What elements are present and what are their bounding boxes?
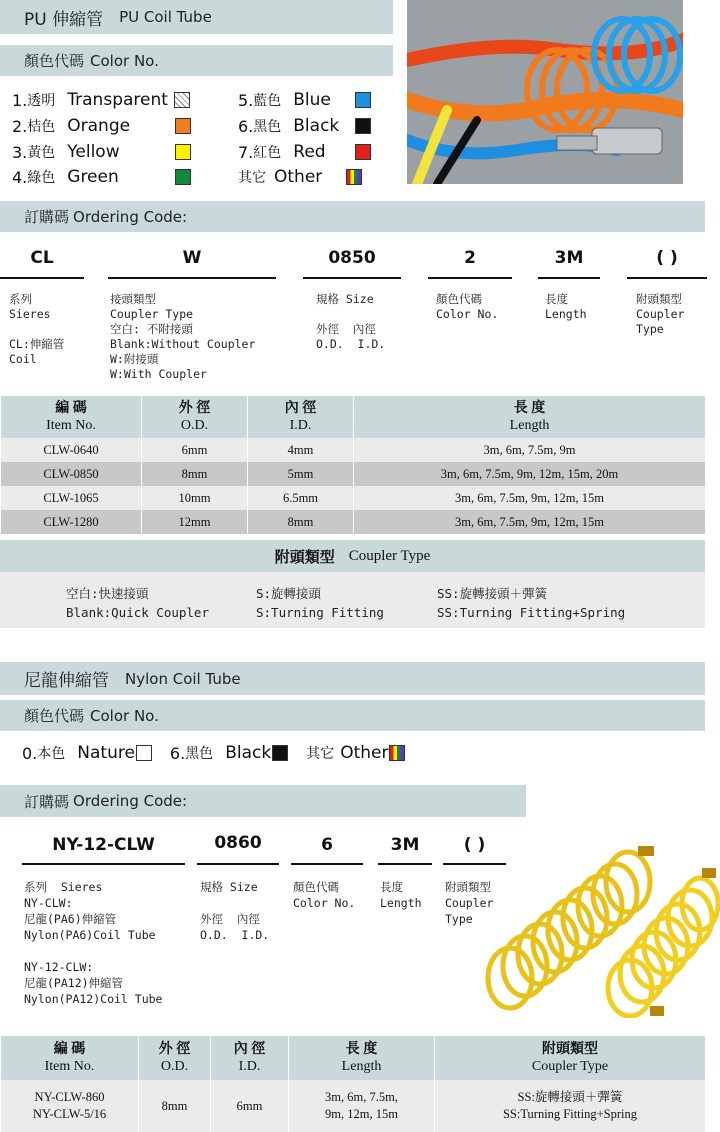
ny-desc-series: 系列 Sieres NY-CLW: 尼龍(PA6)伸縮管 Nylon(PA6)Coil Tube NY-12-CLW: 尼龍(PA12)伸縮管 Nylon(PA12)Coil Tube	[24, 880, 163, 1006]
nature-swatch	[136, 745, 152, 761]
ny-code-color: 6	[321, 835, 333, 855]
pu-coupler-turning: S:旋轉接頭 S:Turning Fitting	[256, 586, 384, 620]
pu-color-bar-en: Color No.	[90, 51, 159, 70]
pu-desc-coupler: 接頭類型 Coupler Type 空白: 不附接頭 Blank:Without Coupler W:附接頭 W:With Coupler	[110, 292, 256, 381]
table-row: NY-CLW-860 NY-CLW-5/16 8mm 6mm 3m, 6m, 7.5m, 9m, 12m, 15m SS:旋轉接頭＋彈簧 SS:Turning Fitting+Spring	[1, 1080, 706, 1132]
ny-desc-type: 附頭類型 Coupler Type	[445, 880, 494, 926]
pu-code-series: CL	[30, 248, 54, 268]
pu-color-bar-zh: 顏色代碼	[24, 52, 85, 70]
pu-coil-photo	[407, 0, 683, 184]
pu-code-type: ( )	[656, 248, 678, 268]
pu-th-item: 編 碼 Item No.	[1, 396, 142, 438]
ny-th-item: 編 碼 Item No.	[1, 1036, 139, 1080]
table-row: CLW-1280 12mm 8mm 3m, 6m, 7.5m, 9m, 12m, 15m	[1, 510, 706, 534]
black-swatch	[272, 745, 288, 761]
pu-title-bar	[0, 0, 393, 34]
transparent-swatch	[174, 92, 190, 108]
pu-color-6: 6. 黑色 Black	[238, 116, 371, 136]
pu-code-line-2	[108, 277, 276, 279]
pu-spec-table	[0, 396, 705, 534]
pu-desc-color: 顏色代碼 Color No.	[436, 292, 499, 321]
pu-th-od: 外 徑 O.D.	[142, 396, 248, 438]
pu-coupler-spring: SS:旋轉接頭＋彈簧 SS:Turning Fitting+Spring	[437, 586, 626, 620]
yellow-swatch	[175, 144, 191, 160]
table-row: CLW-1065 10mm 6.5mm 3m, 6m, 7.5m, 9m, 12m, 15m	[1, 486, 706, 510]
pu-color-5: 5. 藍色 Blue	[238, 90, 371, 110]
ny-code-series: NY-12-CLW	[52, 835, 155, 855]
ny-title-bar: 尼龍伸縮管 Nylon Coil Tube	[0, 662, 705, 695]
pu-code-line-4	[428, 277, 512, 279]
pu-color-bar	[0, 45, 393, 76]
pu-th-length: 長 度 Length	[354, 396, 706, 438]
pu-color-3: 3. 黃色 Yellow	[12, 142, 191, 162]
pu-desc-size: 規格 Size 外徑 內徑 O.D. I.D.	[316, 292, 386, 351]
nylon-coil-image	[480, 838, 720, 1018]
red-swatch	[355, 144, 371, 160]
ny-spec-table	[0, 1036, 705, 1132]
ny-code-line-2	[197, 863, 279, 865]
black-swatch	[355, 118, 371, 134]
pu-desc-type: 附頭類型 Coupler Type	[636, 292, 685, 336]
ny-th-od: 外 徑 O.D.	[139, 1036, 211, 1080]
ny-desc-size: 規格 Size 外徑 內徑 O.D. I.D.	[200, 880, 270, 942]
pu-desc-length: 長度 Length	[545, 292, 587, 321]
pu-code-line-3	[303, 277, 401, 279]
ny-desc-color: 顏色代碼 Color No.	[293, 880, 356, 910]
pu-title-en: PU Coil Tube	[119, 8, 212, 26]
pu-order-bar: 訂購碼 Ordering Code:	[0, 201, 705, 232]
ny-code-length: 3M	[390, 835, 420, 855]
pu-code-size: 0850	[328, 248, 376, 268]
ny-code-line-1	[22, 863, 185, 865]
ny-colors: 0. 本色 Nature 6. 黑色 Black 其它 Other	[22, 743, 405, 763]
pu-code-color: 2	[464, 248, 476, 268]
pu-title-zh: PU 伸縮管	[24, 9, 104, 30]
ny-th-id: 內 徑 I.D.	[211, 1036, 289, 1080]
pu-color-1: 1. 透明 Transparent	[12, 90, 190, 110]
ny-code-type: ( )	[463, 835, 486, 855]
pu-coupler-header: 附頭類型 Coupler Type	[0, 540, 705, 572]
pu-color-2: 2. 桔色 Orange	[12, 116, 191, 136]
blue-swatch	[355, 92, 371, 108]
multicolor-swatch	[346, 169, 362, 185]
pu-coupler-quick: 空白:快速接頭 Blank:Quick Coupler	[66, 586, 209, 620]
pu-code-length: 3M	[554, 248, 584, 268]
pu-code-line-1	[0, 277, 84, 279]
ny-code-size: 0860	[214, 833, 262, 853]
pu-color-7: 7. 紅色 Red	[238, 142, 371, 162]
pu-th-id: 內 徑 I.D.	[248, 396, 354, 438]
ny-color-bar: 顏色代碼 Color No.	[0, 700, 705, 731]
pu-code-coupler: W	[182, 248, 202, 268]
pu-desc-series: 系列 Sieres CL:伸縮管 Coil	[9, 292, 65, 366]
table-row: CLW-0640 6mm 4mm 3m, 6m, 7.5m, 9m	[1, 438, 706, 462]
pu-code-line-6	[627, 277, 707, 279]
nylon-coil-photo	[480, 838, 720, 1018]
pu-color-other: 其它 Other	[238, 167, 362, 187]
ny-order-bar: 訂購碼 Ordering Code:	[0, 785, 526, 817]
multicolor-swatch	[389, 745, 405, 761]
ny-desc-length: 長度 Length	[380, 880, 422, 910]
pu-color-4: 4. 綠色 Green	[12, 167, 191, 187]
ny-th-coupler: 附頭類型 Coupler Type	[435, 1036, 706, 1080]
ny-code-line-4	[378, 863, 432, 865]
pu-coil-image	[407, 0, 683, 184]
table-row: CLW-0850 8mm 5mm 3m, 6m, 7.5m, 9m, 12m, 15m, 20m	[1, 462, 706, 486]
ny-th-length: 長 度 Length	[289, 1036, 435, 1080]
pu-code-line-5	[538, 277, 600, 279]
ny-code-line-3	[291, 863, 363, 865]
green-swatch	[175, 169, 191, 185]
orange-swatch	[175, 118, 191, 134]
